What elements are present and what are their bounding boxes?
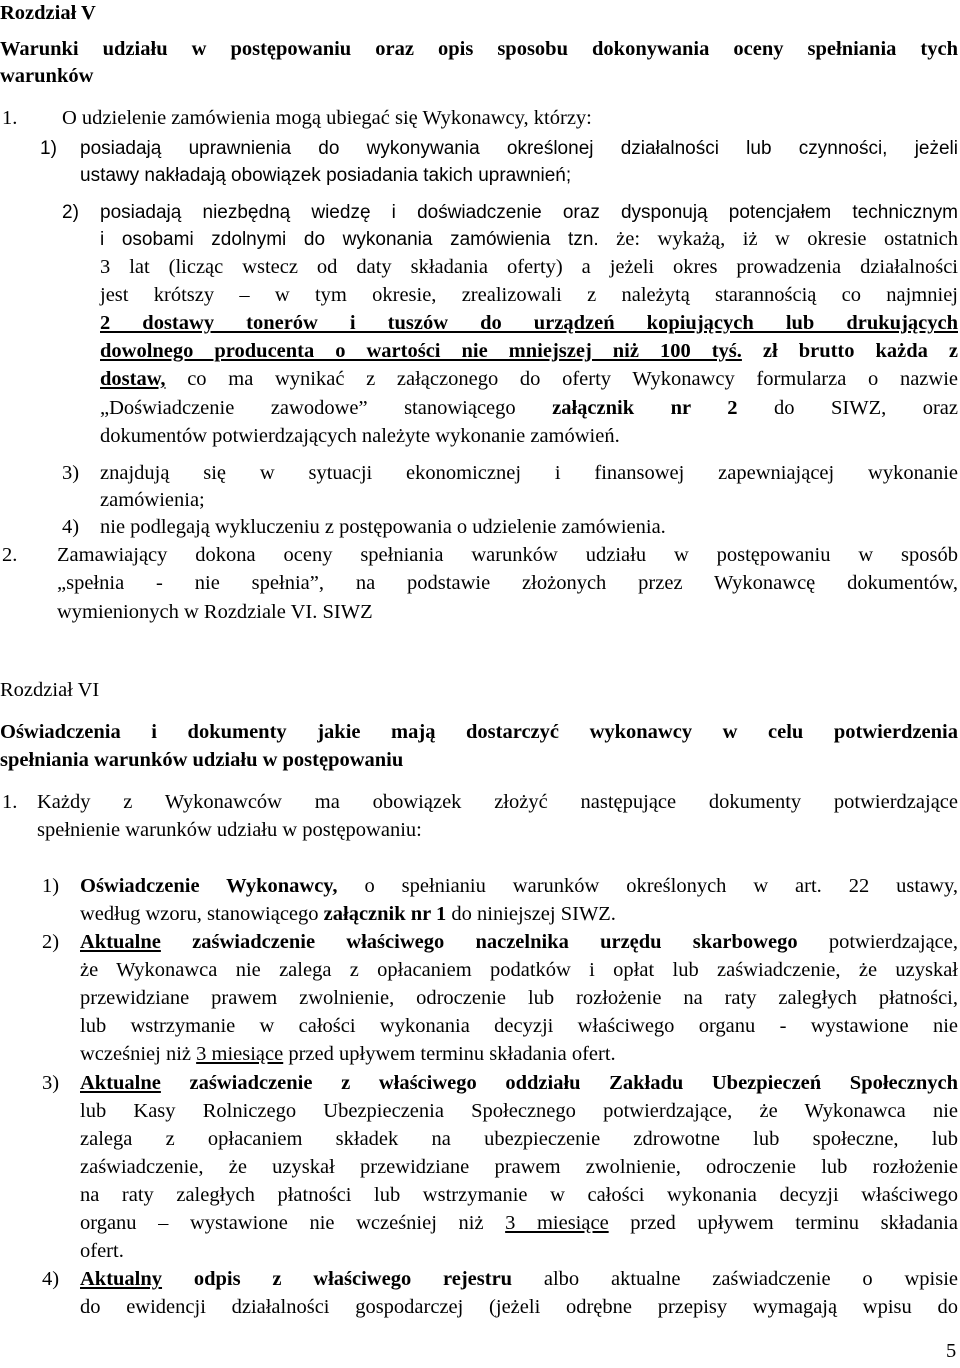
list-item-text: zaświadczenie, że uzyskał przewidziane prawem zwolnienie, odroczenie lub rozłożenie xyxy=(80,1156,958,1178)
item-number: 3) xyxy=(62,462,80,484)
chapter-vi-title: Oświadczenia i dokumenty jakie mają dostarczyć wykonawcy w celu potwierdzenia xyxy=(0,721,958,743)
list-item-text: Aktualne zaświadczenie właściwego naczelnika urzędu skarbowego potwierdzające, xyxy=(80,931,959,953)
list-item-text: zalega z opłacaniem składek na ubezpieczenie zdrowotne lub społeczne, lub xyxy=(80,1128,958,1150)
paragraph-text: „spełnia - nie spełnia”, na podstawie złożonych przez Wykonawcę dokumentów, xyxy=(57,572,958,594)
list-item-text: Aktualny odpis z właściwego rejestru albo aktualne zaświadczenie o wpisie xyxy=(80,1268,958,1290)
paragraph-text: Zamawiający dokona oceny spełniania warunków udziału w postępowaniu w sposób xyxy=(57,544,958,566)
item-number: 1. xyxy=(2,791,18,813)
item-number: 2) xyxy=(42,931,60,953)
list-item-text: Aktualne zaświadczenie z właściwego oddziału Zakładu Ubezpieczeń Społecznych xyxy=(80,1072,958,1094)
paragraph-text: spełnienie warunków udziału w postępowaniu: xyxy=(37,819,422,841)
list-item-text: według wzoru, stanowiącego załącznik nr 1 do niniejszej SIWZ. xyxy=(80,903,616,925)
list-item-text: ofert. xyxy=(80,1240,124,1262)
list-item-text: „Doświadczenie zawodowe” stanowiącego załącznik nr 2 do SIWZ, oraz xyxy=(100,397,959,419)
list-item-text: ustawy nakładają obowiązek posiadania takich uprawnień; xyxy=(80,165,572,186)
list-item-text: wcześniej niż 3 miesiące przed upływem terminu składania ofert. xyxy=(80,1043,616,1065)
list-item-text: dostaw, co ma wynikać z załączonego do oferty Wykonawcy formularza o nazwie xyxy=(100,368,958,390)
list-item-text: posiadają niezbędną wiedzę i doświadczenie oraz dysponują potencjałem technicznym xyxy=(100,202,958,223)
list-item-text: znajdują się w sytuacji ekonomicznej i finansowej zapewniającej wykonanie xyxy=(100,462,958,484)
item-number: 1) xyxy=(42,875,60,897)
item-number: 3) xyxy=(42,1072,60,1094)
list-item-text: 3 lat (licząc wstecz od daty składania oferty) a jeżeli okres prowadzenia działalności xyxy=(100,256,958,278)
page-number: 5 xyxy=(946,1340,957,1362)
item-number: 4) xyxy=(42,1268,60,1290)
paragraph-text: wymienionych w Rozdziale VI. SIWZ xyxy=(57,601,373,623)
list-item-text: Oświadczenie Wykonawcy, o spełnianiu warunków określonych w art. 22 ustawy, xyxy=(80,875,958,897)
list-item-text: dokumentów potwierdzających należyte wykonanie zamówień. xyxy=(100,425,620,447)
list-item-text: jest krótszy – w tym okresie, zrealizowali z należytą starannością co najmniej xyxy=(100,284,958,306)
list-item-text: zamówienia; xyxy=(100,489,205,511)
chapter-v-title: Warunki udziału w postępowaniu oraz opis sposobu dokonywania oceny spełniania tych xyxy=(0,38,958,60)
chapter-v-title-cont: warunków xyxy=(0,65,94,87)
chapter-vi-title-cont: spełniania warunków udziału w postępowaniu xyxy=(0,749,404,771)
item-number: 1) xyxy=(40,138,57,159)
list-item-text: 2 dostawy tonerów i tuszów do urządzeń kopiujących lub drukujących xyxy=(100,312,958,334)
chapter-vi-heading: Rozdział VI xyxy=(0,679,100,701)
list-item-text: przewidziane prawem zwolnienie, odroczenie lub rozłożenie na raty zaległych płatności, xyxy=(80,987,958,1009)
list-item-text: lub Kasy Rolniczego Ubezpieczenia Społecznego potwierdzające, że Wykonawca nie xyxy=(80,1100,958,1122)
list-item-text: lub wstrzymanie w całości wykonania decyzji właściwego organu - wystawione nie xyxy=(80,1015,958,1037)
list-item-text: i osobami zdolnymi do wykonania zamówienia tzn. że: wykażą, iż w okresie ostatnich xyxy=(100,228,958,250)
list-item-text: nie podlegają wykluczeniu z postępowania o udzielenie zamówienia. xyxy=(100,516,666,538)
paragraph-text: Każdy z Wykonawców ma obowiązek złożyć następujące dokumenty potwierdzające xyxy=(37,791,958,813)
item-number: 2) xyxy=(62,202,79,223)
list-item-text: posiadają uprawnienia do wykonywania określonej działalności lub czynności, jeżeli xyxy=(80,138,958,159)
list-item-text: dowolnego producenta o wartości nie mniejszej niż 100 tyś. zł brutto każda z xyxy=(100,340,958,362)
chapter-v-heading: Rozdział V xyxy=(0,2,96,24)
list-item-text: na raty zaległych płatności lub wstrzymanie w całości wykonania decyzji właściwego xyxy=(80,1184,958,1206)
paragraph-text: O udzielenie zamówienia mogą ubiegać się Wykonawcy, którzy: xyxy=(62,107,592,129)
item-number: 2. xyxy=(2,544,18,566)
list-item-text: do ewidencji działalności gospodarczej (jeżeli odrębne przepisy wymagają wpisu do xyxy=(80,1296,958,1318)
list-item-text: organu – wystawione nie wcześniej niż 3 miesiące przed upływem terminu składania xyxy=(80,1212,958,1234)
list-item-text: że Wykonawca nie zalega z opłacaniem podatków i opłat lub zaświadczenie, że uzyskał xyxy=(80,959,958,981)
item-number: 4) xyxy=(62,516,80,538)
item-number: 1. xyxy=(2,107,18,129)
